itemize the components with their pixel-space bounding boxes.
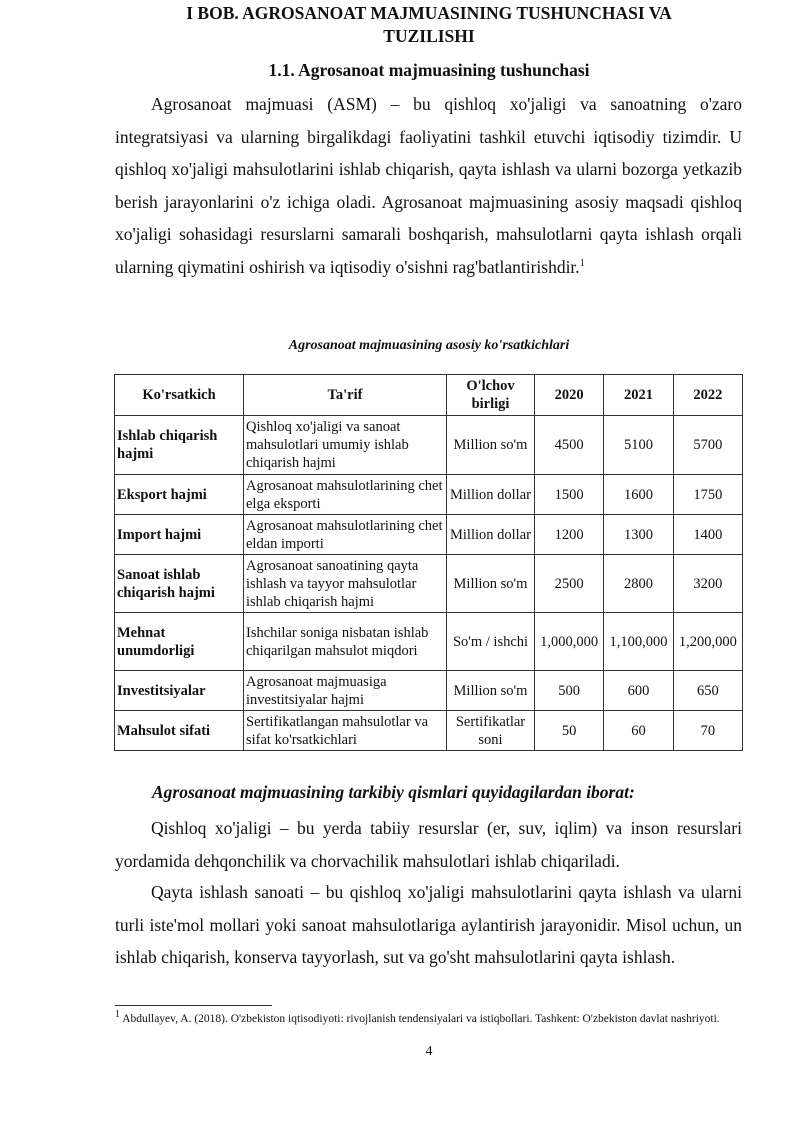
chapter-title-line1: I BOB. AGROSANOAT MAJMUASINING TUSHUNCHASI VA	[186, 3, 672, 23]
header-unit: O'lchov birligi	[447, 375, 535, 416]
agriculture-paragraph	[115, 812, 742, 877]
row-value-2022: 70	[673, 711, 742, 751]
chapter-title	[115, 2, 743, 48]
row-value-2021: 5100	[604, 416, 673, 475]
row-unit: Million so'm	[447, 555, 535, 613]
intro-paragraph	[115, 88, 742, 283]
row-value-2021: 60	[604, 711, 673, 751]
row-description: Ishchilar soniga nisbatan ishlab chiqarilgan mahsulot miqdori	[244, 613, 447, 671]
row-unit: So'm / ishchi	[447, 613, 535, 671]
row-value-2021: 600	[604, 671, 673, 711]
row-name: Sanoat ishlab chiqarish hajmi	[115, 555, 244, 613]
row-name: Import hajmi	[115, 515, 244, 555]
header-2022: 2022	[673, 375, 742, 416]
header-indicator: Ko'rsatkich	[115, 375, 244, 416]
indicators-table	[114, 374, 743, 751]
section-title: 1.1. Agrosanoat majmuasining tushunchasi	[268, 60, 590, 80]
footnote-ref: 1	[579, 257, 585, 269]
row-description: Sertifikatlangan mahsulotlar va sifat ko'rsatkichlari	[244, 711, 447, 751]
table-row	[115, 711, 743, 751]
row-value-2020: 2500	[535, 555, 604, 613]
row-name: Ishlab chiqarish hajmi	[115, 416, 244, 475]
row-value-2020: 1500	[535, 475, 604, 515]
table-row	[115, 555, 743, 613]
row-value-2021: 1600	[604, 475, 673, 515]
row-value-2022: 5700	[673, 416, 742, 475]
table-row	[115, 515, 743, 555]
row-value-2020: 1200	[535, 515, 604, 555]
footnote	[115, 1009, 743, 1027]
row-value-2020: 500	[535, 671, 604, 711]
row-value-2022: 1400	[673, 515, 742, 555]
header-definition: Ta'rif	[244, 375, 447, 416]
table-row	[115, 475, 743, 515]
row-name: Mahsulot sifati	[115, 711, 244, 751]
row-value-2021: 1300	[604, 515, 673, 555]
row-name: Investitsiyalar	[115, 671, 244, 711]
row-value-2021: 1,100,000	[604, 613, 673, 671]
table-row	[115, 416, 743, 475]
row-value-2020: 50	[535, 711, 604, 751]
processing-paragraph	[115, 876, 742, 974]
table-row	[115, 613, 743, 671]
footnote-text: Abdullayev, A. (2018). O'zbekiston iqtisodiyoti: rivojlanish tendensiyalari va istiqbollari. Tashkent: O'zbekiston davlat nashriyoti.	[122, 1013, 720, 1025]
components-heading: Agrosanoat majmuasining tarkibiy qismlari quyidagilardan iborat:	[152, 782, 635, 802]
table-caption: Agrosanoat majmuasining asosiy ko'rsatkichlari	[288, 338, 570, 353]
row-value-2020: 4500	[535, 416, 604, 475]
footnote-mark: 1	[115, 1009, 120, 1021]
row-unit: Sertifikatlar soni	[447, 711, 535, 751]
table-header-row	[115, 375, 743, 416]
row-name: Eksport hajmi	[115, 475, 244, 515]
row-value-2022: 650	[673, 671, 742, 711]
row-description: Agrosanoat sanoatining qayta ishlash va tayyor mahsulotlar ishlab chiqarish hajmi	[244, 555, 447, 613]
row-description: Agrosanoat majmuasiga investitsiyalar hajmi	[244, 671, 447, 711]
intro-text: Agrosanoat majmuasi (ASM) – bu qishloq xo'jaligi va sanoatning o'zaro integratsiyasi va ularning birgalikdagi faoliyatini tashkil etuvchi iqtisodiy tizimdir. U qishloq xo'jaligi mahsulotlarini ishlab chiqarish, qayta ishlash va ularni bozorga yetkazib berish jarayonlarini o'z ichiga oladi. Agrosanoat majmuasining asosiy maqsadi qishloq xo'jaligi sohasidagi resurslarni samarali boshqarish, mahsulotlarni qayta ishlash orqali ularning qiymatini oshirish va iqtisodiy o'sishni rag'batlantirishdir.	[115, 94, 742, 277]
header-2020: 2020	[535, 375, 604, 416]
row-description: Agrosanoat mahsulotlarining chet elga eksporti	[244, 475, 447, 515]
row-description: Qishloq xo'jaligi va sanoat mahsulotlari umumiy ishlab chiqarish hajmi	[244, 416, 447, 475]
header-2021: 2021	[604, 375, 673, 416]
row-unit: Million so'm	[447, 671, 535, 711]
row-name: Mehnat unumdorligi	[115, 613, 244, 671]
row-value-2022: 1,200,000	[673, 613, 742, 671]
table-row	[115, 671, 743, 711]
row-unit: Million so'm	[447, 416, 535, 475]
processing-text: Qayta ishlash sanoati – bu qishloq xo'jaligi mahsulotlarini qayta ishlash va ularni turli iste'mol mollari yoki sanoat mahsulotlariga aylantirish jarayonidir. Misol uchun, un ishlab chiqarish, konserva tayyorlash, sut va go'sht mahsulotlarini qayta ishlash.	[115, 882, 742, 967]
footnote-divider	[115, 1005, 272, 1006]
row-value-2022: 3200	[673, 555, 742, 613]
row-value-2020: 1,000,000	[535, 613, 604, 671]
row-description: Agrosanoat mahsulotlarining chet eldan importi	[244, 515, 447, 555]
chapter-title-line2: TUZILISHI	[383, 26, 475, 46]
row-value-2022: 1750	[673, 475, 742, 515]
agriculture-text: Qishloq xo'jaligi – bu yerda tabiiy resurslar (er, suv, iqlim) va inson resurslari yordamida dehqonchilik va chorvachilik mahsulotlari ishlab chiqariladi.	[115, 818, 742, 871]
row-unit: Million dollar	[447, 515, 535, 555]
row-unit: Million dollar	[447, 475, 535, 515]
page-number: 4	[425, 1044, 433, 1059]
row-value-2021: 2800	[604, 555, 673, 613]
